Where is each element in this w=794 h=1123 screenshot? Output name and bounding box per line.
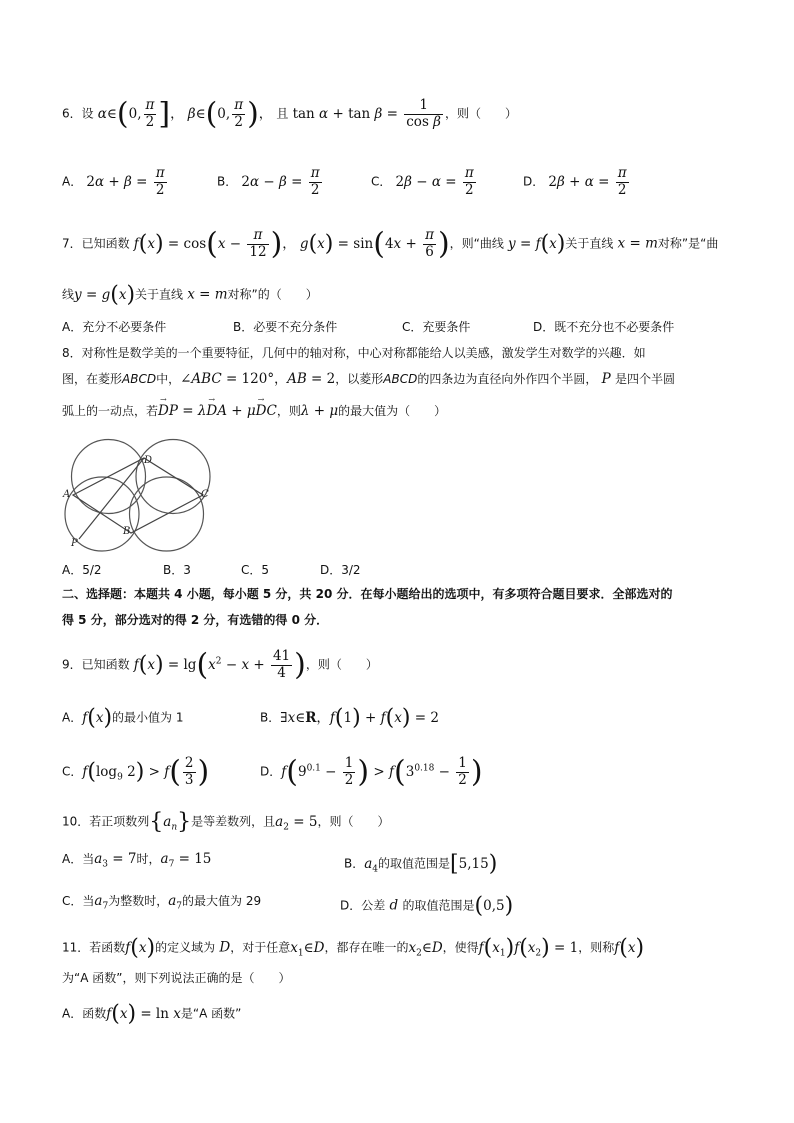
q8-label-a: A: [63, 489, 71, 500]
q8-label-d: D: [144, 455, 153, 466]
q9-d-label: D．: [260, 764, 282, 779]
q6-option-a-label: A．: [62, 174, 83, 189]
q11-stem-line1: 11．若函数f(x)的定义域为 D，对于任意$x_1\in D$，都存在唯一的$x_2\in D$，使得$f(x_1)f(x_2) = 1$，则称f(x): [62, 935, 645, 960]
q10-d-text: 的取值范围是: [402, 898, 475, 913]
q7-mid-1: 关于直线: [565, 236, 614, 251]
q7-stem-prefix: 已知函数: [81, 236, 130, 251]
q10-a-label: A．当: [62, 852, 95, 866]
q7-f-def: f(x) = cos(x − $\frac{\pi}{12}$ )，: [133, 226, 296, 262]
q10-b-text: 的取值范围是: [378, 856, 451, 871]
q11-c: ，都存在唯一的: [324, 940, 409, 955]
q7-option-c: C．充要条件: [402, 320, 471, 334]
q9-then: ，则（ ）: [305, 657, 378, 672]
q9-b-label: B．: [260, 710, 281, 725]
q8-line2-e: 的四条边为直径向外作四个半圆，: [417, 372, 598, 386]
q8-line2-a: 图，在菱形: [62, 372, 123, 386]
q6-beta-domain: β∈(0, $\frac{\pi}{2}$ )，: [187, 96, 273, 132]
q11-a: 的定义域为: [155, 940, 216, 955]
q8-label-b: B: [123, 526, 131, 537]
q7-option-b: B．必要不充分条件: [233, 320, 338, 334]
q10-a-mid: 时，: [136, 852, 161, 866]
q8-line1: 8．对称性是数学美的一个重要特征，几何中的轴对称，中心对称都能给人以美感，激发学生对数学的兴趣．如: [62, 346, 646, 360]
q8-option-d: D．3/2: [320, 563, 361, 577]
q7-line2-mid: 关于直线: [135, 287, 184, 302]
q8-option-b: B．3: [163, 563, 191, 577]
q7-line2-prefix: 线: [62, 287, 75, 302]
q8-line2-c: 中，: [156, 372, 181, 386]
q8-line3-c: 的最大值为（ ）: [338, 404, 447, 418]
q6-option-d: D． 2β + α = $\frac{\pi}{2}$: [523, 165, 627, 198]
q6-stem-prefix: 设: [81, 106, 94, 121]
q7-line2-suffix: 对称”的（ ）: [227, 287, 318, 302]
q10-d-label: D．公差: [340, 898, 386, 913]
q11-option-a: A．函数f(x) = ln x是“A 函数”: [62, 1001, 242, 1026]
section2-line1: 二、选择题：本题共 4 小题，每小题 5 分，共 20 分．在每小题给出的选项中，有多项符合题目要求．全部选对的: [62, 587, 673, 601]
q11-b: ，对于任意: [230, 940, 291, 955]
q8-line3: 弧上的一动点，若→ DP = λ→ DA + μ→ DC，则λ + μ的最大值为（ ）: [62, 405, 446, 419]
q10-c-label: C．当: [62, 894, 95, 908]
q8-vector-eq: → DP = λ→ DA + μ→ DC: [158, 403, 277, 419]
q11-stem-line2: 为“A 函数”，则下列说法正确的是（ ）: [62, 971, 291, 985]
q6-number: 6．: [62, 106, 82, 121]
q6-option-b-label: B．: [217, 174, 238, 189]
q8-option-c: C．5: [241, 563, 270, 577]
q6-option-b: B． 2α − β = $\frac{\pi}{2}$: [217, 165, 320, 198]
q10-c-mid: 为整数时，: [108, 894, 169, 908]
q6-option-d-label: D．: [523, 174, 545, 189]
q10-option-c: C．当$a_7$为整数时，$a_7$的最大值为 29: [62, 893, 262, 912]
q9-c-label: C．: [62, 764, 83, 779]
q8-label-p: P: [71, 538, 78, 549]
q8-line2-f: 是四个半圆: [615, 372, 676, 386]
section2-line2: 得 5 分，部分选对的得 2 分，有选错的得 0 分．: [62, 613, 329, 627]
q9-option-a: A．f(x)的最小值为 1: [62, 705, 184, 730]
q9-option-d: D．$f(9^{0.1}$ − $\frac{1}{2}$ ) > $f(3^{0.18}$ − $\frac{1}{2}$ ): [260, 754, 483, 790]
q6-option-c-label: C．: [371, 174, 392, 189]
q9-option-c: C．$f(\log_9$ 2) > f( $\frac{2}{3}$ ): [62, 754, 210, 790]
q8-segment-dp: [79, 458, 144, 539]
q8-line2-d: ，以菱形: [335, 372, 384, 386]
q10-mid: 是等差数列，且: [191, 814, 276, 829]
q11-number: 11．若函数: [62, 940, 126, 955]
q10-option-b: B．$a_4$的取值范围是[5,15): [344, 851, 498, 876]
q8-line2: 图，在菱形ABCD中，∠ABC = 120°，AB = 2，以菱形ABCD的四条边为直径向外作四个半圆， P 是四个半圆: [62, 371, 676, 387]
q8-rhombus-figure: [62, 438, 212, 558]
q6-alpha-domain: α∈(0, $\frac{\pi}{2}$ ]，: [97, 96, 184, 132]
q7-option-a: A．充分不必要条件: [62, 320, 167, 334]
q10-option-a: A．当$a_3 = 7$时，$a_7 = 15$: [62, 851, 212, 870]
q6-then: ，则（ ）: [444, 106, 517, 121]
q10-stem: 10．若正项数列$\{a_n\}$是等差数列，且$a_2 = 5$，则（ ）: [62, 809, 390, 834]
q6-condition: tan α + tan β = $\frac{1}{\text{cos β}}$: [292, 97, 441, 130]
q8-abcd-2: ABCD: [383, 372, 418, 386]
q11-a-label: A．函数: [62, 1006, 107, 1021]
q7-then-1: ，则“曲线: [449, 236, 504, 251]
q10-then: ，则（ ）: [317, 814, 390, 829]
q6-option-c: C． 2β − α = $\frac{\pi}{2}$: [371, 165, 474, 198]
q7-stem-line2: 线y = g(x)关于直线 x = m对称”的（ ）: [62, 282, 318, 307]
q10-number: 10．若正项数列: [62, 814, 150, 829]
q11-d: ，使得: [442, 940, 479, 955]
q8-line3-b: ，则: [276, 404, 301, 418]
q7-option-d: D．既不充分也不必要条件: [533, 320, 675, 334]
q8-line3-a: 弧上的一动点，若: [62, 404, 159, 418]
q10-option-d: D．公差 d 的取值范围是(0,5): [340, 893, 514, 918]
q9-f-def: $f(x) = \lg(x^2 - x$ + $\frac{41}{4}$ ): [133, 647, 306, 683]
q9-a-text: 的最小值为 1: [112, 710, 184, 725]
q6-stem: 6．设 α∈(0, $\frac{\pi}{2}$ ]， β∈(0, $\frac{\pi}{2}$ )， 且 tan α + tan β = $\frac{1}{\text{cos β}}$ ，则（ ）: [62, 96, 517, 132]
q9-stem: [62, 649, 378, 681]
q11-e: ，则称: [578, 940, 615, 955]
q6-option-a: A． 2α + β = $\frac{\pi}{2}$: [62, 165, 165, 198]
q11-a-text: 是“A 函数”: [180, 1006, 242, 1021]
q9-option-b: B．∃x∈R，f(1) + f(x) = 2: [260, 705, 439, 730]
q7-stem-line1: 7．已知函数 f(x) = cos(x − $\frac{\pi}{12}$ )， g(x) = sin(4x + $\frac{\pi}{6}$ )，则“曲线 y = f(x)关于直线 x = m对称”是“曲: [62, 226, 719, 262]
q9-a-label: A．: [62, 710, 83, 725]
q8-option-a: A．5/2: [62, 563, 102, 577]
q7-number: 7．: [62, 236, 82, 251]
q8-abcd-1: ABCD: [122, 372, 157, 386]
q9-number: 9．已知函数: [62, 657, 130, 672]
q10-c-text: 的最大值为 29: [182, 894, 262, 908]
q8-label-c: C: [201, 489, 209, 500]
q10-b-label: B．: [344, 856, 365, 871]
q7-mid-2: 对称”是“曲: [657, 236, 719, 251]
q7-g-def: g(x) = sin(4x + $\frac{\pi}{6}$ ): [299, 226, 450, 262]
